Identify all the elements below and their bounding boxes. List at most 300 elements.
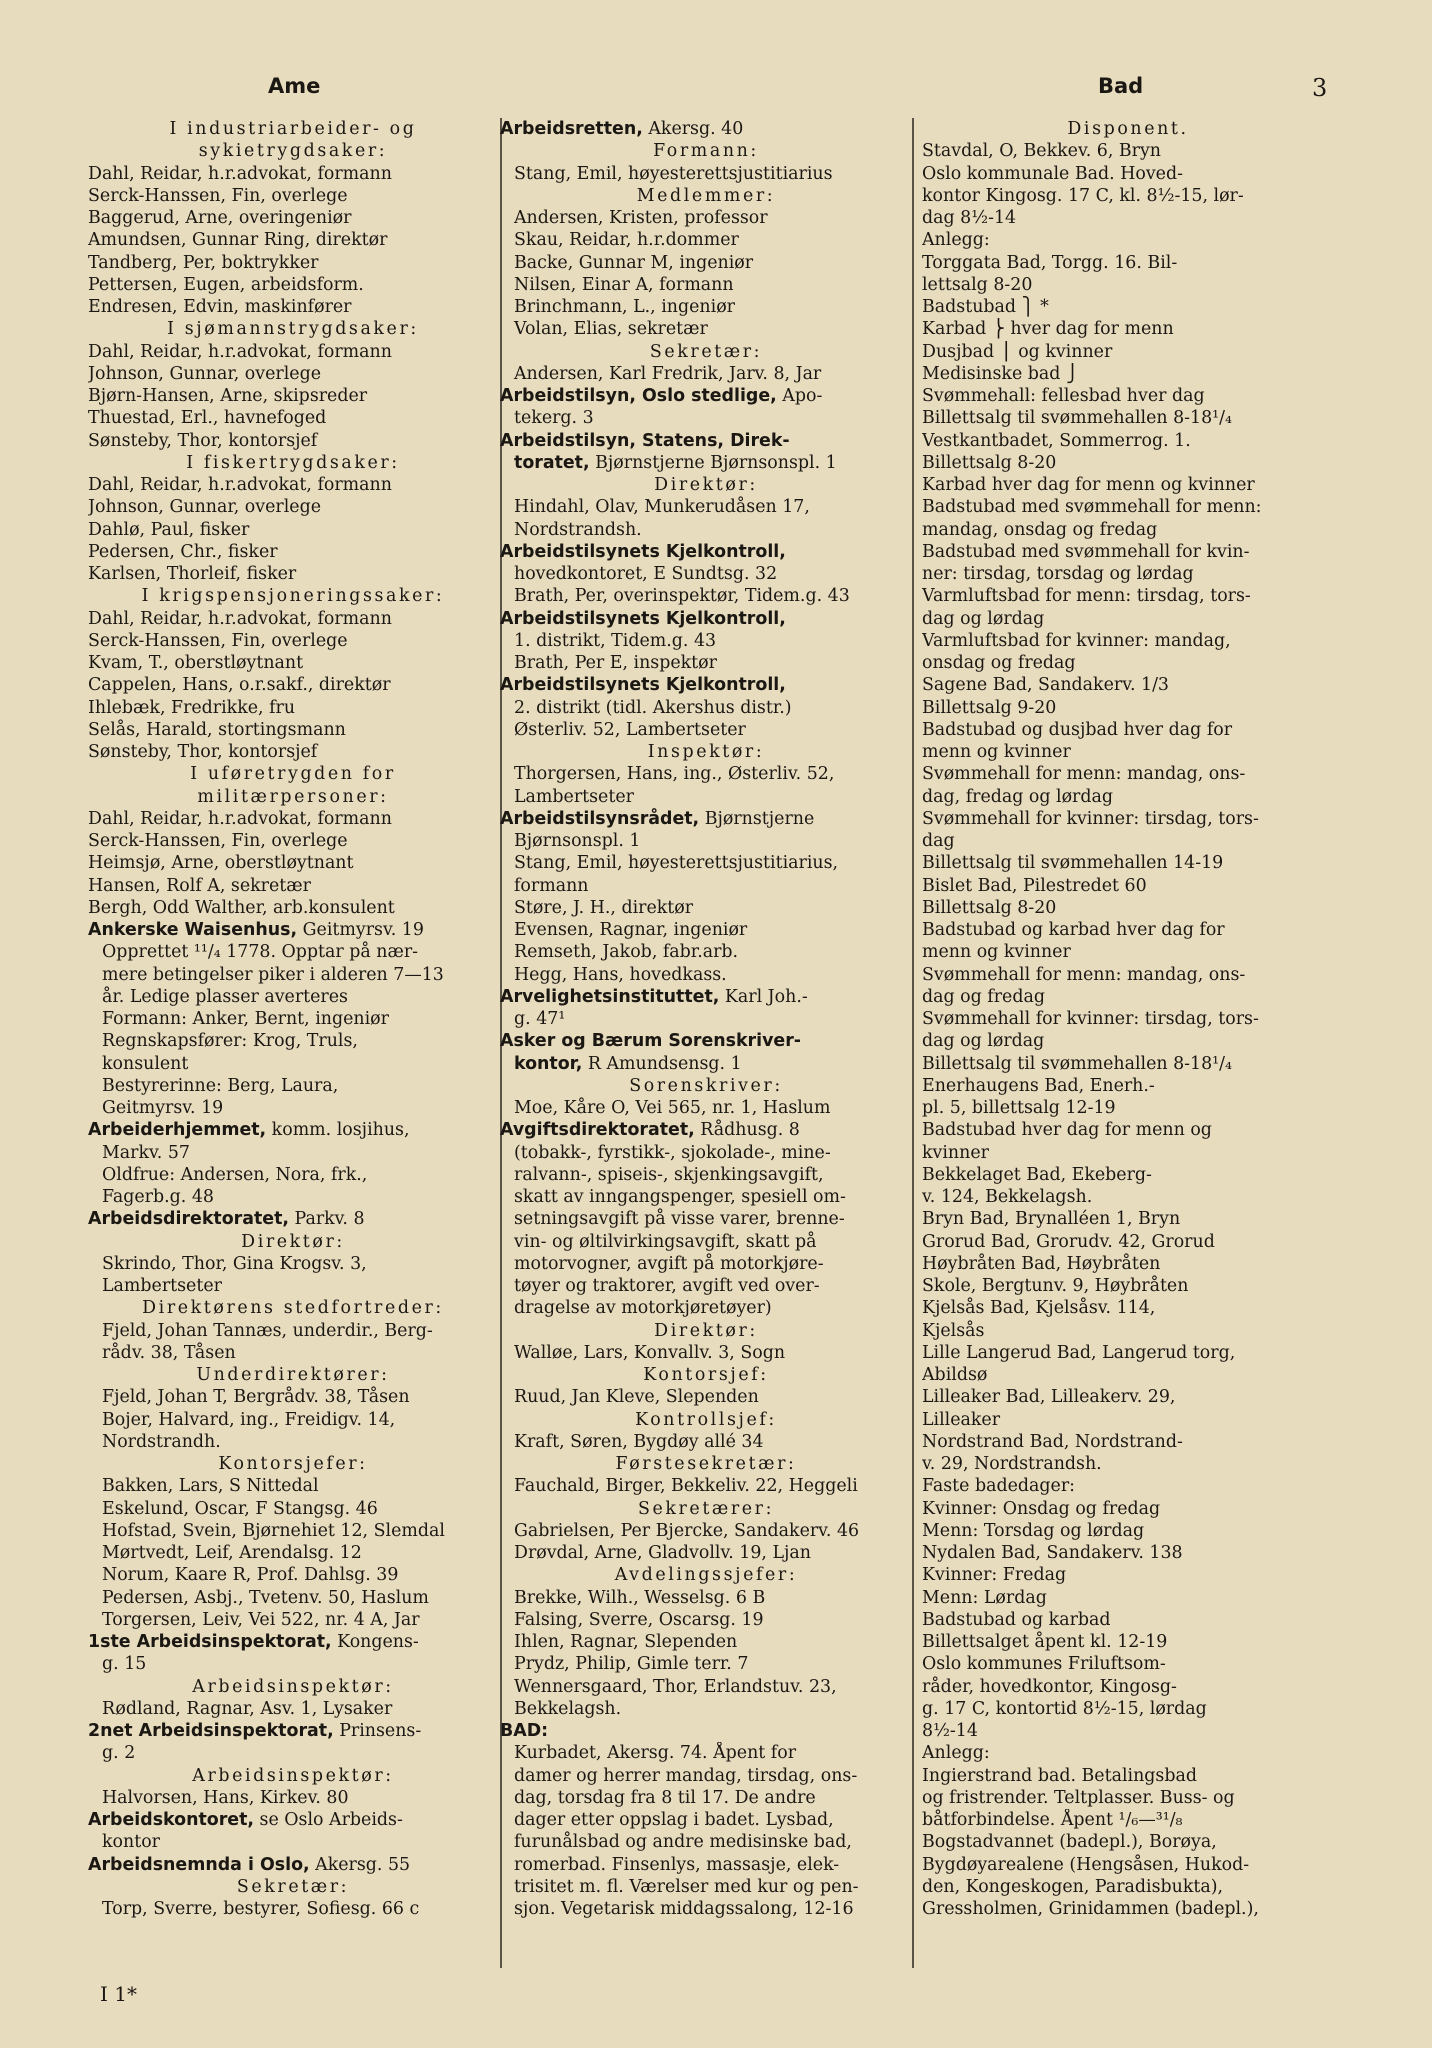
line-text: damer og herrer mandag, tirsdag, ons- [514,1765,858,1786]
directory-line [922,1653,1334,1675]
line-text: Karbad ⎬ hver dag for menn [922,319,1174,340]
directory-line [500,1186,912,1208]
directory-line [922,875,1334,897]
directory-line [88,541,498,563]
line-text: romerbad. Finsenlys, massasje, elek- [514,1854,840,1875]
directory-line [500,1876,912,1898]
line-text: Svømmehall for menn: mandag, ons- [922,764,1246,785]
line-text: Ihlebæk, Fredrikke, fru [88,697,296,718]
line-text: rådv. 38, Tåsen [102,1342,236,1363]
running-head-left: Ame [268,74,321,98]
line-text: skatt av inngangspenger, spesiell om- [514,1187,846,1207]
line-text: Regnskapsfører: Krog, Truls, [102,1031,358,1052]
directory-line [922,1564,1334,1586]
directory-line [922,1765,1334,1787]
section-label [88,1364,498,1386]
line-text: Sønsteby, Thor, kontorsjef [88,430,318,451]
directory-line [88,897,498,919]
line-text: Walløe, Lars, Konvallv. 3, Sogn [514,1342,786,1363]
directory-line [922,919,1334,941]
directory-line [88,385,498,407]
entry-name: BAD: [500,1721,549,1741]
line-text: menn og kvinner [922,742,1071,762]
directory-line [922,1097,1334,1119]
line-text: g. 2 [102,1743,136,1764]
section-label [500,1564,912,1586]
line-text: setningsavgift på visse varer, brenne- [514,1209,845,1230]
line-text: I krigspensjoneringssaker: [141,586,445,607]
line-text: 2. distrikt (tidl. Akershus distr.) [514,697,792,718]
directory-line [922,1898,1334,1920]
line-text: Inspektør: [647,742,765,762]
directory-line [922,252,1334,274]
line-text: mandag, onsdag og fredag [922,519,1158,540]
directory-line [922,1854,1334,1876]
directory-line [922,1631,1334,1653]
directory-line [88,163,498,185]
line-text: Pedersen, Asbj., Tvetenv. 50, Haslum [102,1587,429,1608]
directory-line [922,1164,1334,1186]
entry-name: Arbeidsdirektoratet, [88,1209,289,1230]
directory-line [922,986,1334,1008]
entry-name: Arbeiderhjemmet, [88,1120,267,1141]
line-text: Billettsalg 8-20 [922,452,1057,473]
directory-line [88,1386,498,1408]
line-text: Billettsalg 8-20 [922,897,1057,918]
line-text: Kvinner: Onsdag og fredag [922,1498,1161,1519]
directory-line [88,474,498,496]
directory-line [922,1186,1334,1208]
running-head-middle: Bad [1098,74,1144,98]
directory-line [500,1275,912,1297]
section-label [88,763,498,785]
directory-line [88,1898,498,1920]
directory-line [922,608,1334,630]
entry-name: Arbeidstilsyn, Oslo stedlige, [500,386,777,406]
entry-name: 1ste Arbeidsinspektorat, [88,1632,332,1652]
line-text: v. 29, Nordstrandsh. [922,1454,1102,1474]
directory-line [500,875,912,897]
line-text: Hofstad, Svein, Bjørnehiet 12, Slemdal [102,1520,445,1541]
entry-name: Avgiftsdirektoratet, [500,1120,695,1141]
directory-line [88,430,498,452]
line-text: Abildsø [922,1365,988,1385]
entry-heading-line [88,1854,498,1876]
line-text: Geitmyrsv. 19 [102,1098,224,1118]
section-label [88,1297,498,1319]
directory-line [922,341,1334,363]
directory-line [88,1653,498,1675]
line-text: Falsing, Sverre, Oscarsg. 19 [514,1609,764,1630]
directory-line [500,1475,912,1497]
line-text: kontor [102,1832,160,1853]
line-text: Opprettet ¹¹/₄ 1778. Opptar på nær- [102,942,419,963]
line-text: Formann: Anker, Bernt, ingeniør [102,1009,389,1029]
directory-line [500,897,912,919]
line-text: Fagerb.g. 48 [102,1187,214,1207]
directory-line [922,964,1334,986]
line-text: dag og lørdag [922,608,1045,629]
directory-line [922,652,1334,674]
directory-line [88,808,498,830]
line-text: Nordstrandsh. [514,519,642,540]
directory-line [922,1253,1334,1275]
directory-line [922,808,1334,830]
directory-line [88,1431,498,1453]
entry-name: Arbeidstilsynsrådet, [500,808,700,829]
line-text: Medlemmer: [636,185,776,206]
line-text: 1. distrikt, Tidem.g. 43 [514,630,717,651]
line-text: Serck-Hanssen, Fin, overlege [88,630,348,651]
line-text: I fiskertrygdsaker: [186,452,400,473]
directory-line [88,363,498,385]
directory-line [88,1053,498,1075]
line-text: råder, hovedkontor, Kingosg- [922,1676,1177,1697]
directory-line [922,1320,1334,1342]
directory-line [88,830,498,852]
section-label [500,474,912,496]
directory-line [88,1475,498,1497]
entry-heading-line [500,385,912,407]
directory-line [500,830,912,852]
line-text: Svømmehall for kvinner: tirsdag, tors- [922,1009,1259,1029]
entry-name: Arbeidstilsynets Kjelkontroll, [500,675,786,696]
line-text: Nydalen Bad, Sandakerv. 138 [922,1543,1183,1563]
directory-line [500,652,912,674]
line-text: Bekkelagsh. [514,1698,622,1719]
entry-name: 2net Arbeidsinspektorat, [88,1721,334,1741]
line-text: Faste badedager: [922,1476,1076,1497]
line-text: Billettsalg til svømmehallen 8-18¹/₄ [922,1053,1232,1074]
line-text: Badstubad med svømmehall for kvin- [922,541,1250,562]
entry-heading-line [500,674,912,696]
directory-line [88,1409,498,1431]
directory-line [922,1876,1334,1898]
directory-line [922,1231,1334,1253]
line-text: Gressholmen, Grinidammen (badepl.), [922,1899,1259,1919]
directory-line [922,1787,1334,1809]
line-text: g. 15 [102,1654,147,1675]
line-text: Billettsalg til svømmehallen 8-18¹/₄ [922,408,1232,429]
directory-line [88,185,498,207]
page-number: 3 [1312,74,1328,102]
section-label [88,585,498,607]
directory-line [88,719,498,741]
line-text: Oldfrue: Andersen, Nora, frk., [102,1164,368,1185]
line-text: Anlegg: [922,1743,990,1764]
line-text: Wennersgaard, Thor, Erlandstuv. 23, [514,1676,837,1697]
directory-line [88,630,498,652]
directory-line [922,163,1334,185]
directory-line [500,519,912,541]
line-text: Akersg. 40 [642,119,744,139]
directory-line [88,941,498,963]
directory-line [500,1787,912,1809]
entry-heading-line [88,1720,498,1742]
directory-line [922,318,1334,340]
directory-line [88,608,498,630]
directory-line [922,1609,1334,1631]
line-text: Bestyrerinne: Berg, Laura, [102,1075,339,1096]
line-text: formann [514,875,589,896]
line-text: Rødland, Ragnar, Asv. 1, Lysaker [102,1698,393,1719]
section-label [500,1320,912,1342]
line-text: Mørtvedt, Leif, Arendalsg. 12 [102,1543,362,1563]
directory-line [922,1809,1334,1831]
line-text: Bislet Bad, Pilestredet 60 [922,875,1147,896]
directory-line [922,1275,1334,1297]
directory-line [922,1742,1334,1764]
directory-line [500,1253,912,1275]
directory-line [922,1053,1334,1075]
directory-line [88,496,498,518]
directory-line [922,563,1334,585]
directory-line [922,852,1334,874]
line-text: Bryn Bad, Brynalléen 1, Bryn [922,1209,1181,1230]
directory-line [88,875,498,897]
entry-heading-line [88,1208,498,1230]
section-label [88,1453,498,1475]
line-text: Sekretær: [649,341,763,362]
entry-heading-line [88,1119,498,1141]
line-text: Nordstrandh. [102,1431,221,1452]
directory-line [88,964,498,986]
line-text: R Amundsensg. 1 [582,1053,742,1074]
directory-line [88,563,498,585]
line-text: Stang, Emil, høyesterettsjustitiarius, [514,853,839,874]
line-text: Remseth, Jakob, fabr.arb. [514,942,739,963]
entry-name: Arbeidstilsyn, Statens, Direk- [500,430,790,451]
directory-line [88,1831,498,1853]
line-text: Lambertseter [102,1276,222,1296]
line-text: Andersen, Karl Fredrik, Jarv. 8, Jar [514,363,822,384]
entry-name: kontor, [514,1053,583,1074]
directory-line [922,830,1334,852]
entry-heading-line [500,1053,912,1075]
entry-heading-line [500,1720,912,1742]
line-text: Billettsalget åpent kl. 12-19 [922,1632,1168,1652]
line-text: Badstubad med svømmehall for menn: [922,497,1262,518]
entry-heading-line [500,808,912,830]
directory-line [88,1275,498,1297]
directory-line [922,1142,1334,1164]
line-text: Kvinner: Fredag [922,1565,1067,1586]
directory-line [922,786,1334,808]
directory-line [922,496,1334,518]
directory-line [500,563,912,585]
directory-line [500,1164,912,1186]
line-text: Dahl, Reidar, h.r.advokat, formann [88,808,392,829]
directory-line [88,1609,498,1631]
line-text: Torggata Bad, Torgg. 16. Bil- [922,252,1178,273]
line-text: ner: tirsdag, torsdag og lørdag [922,564,1194,584]
directory-line [922,407,1334,429]
directory-line [922,1720,1334,1742]
directory-line [88,407,498,429]
line-text: Anlegg: [922,230,990,251]
section-label [500,741,912,763]
line-text: Badstubad og karbad hver dag for [922,920,1225,940]
directory-line [500,363,912,385]
directory-line [88,1342,498,1364]
directory-line [922,1364,1334,1386]
directory-line [922,674,1334,696]
line-text: Badstubad hver dag for menn og [922,1120,1212,1141]
line-text: Baggerud, Arne, overingeniør [88,208,352,228]
directory-line [922,1075,1334,1097]
directory-line [922,296,1334,318]
directory-line [88,1564,498,1586]
line-text: Dahl, Reidar, h.r.advokat, formann [88,163,392,184]
directory-line [922,430,1334,452]
directory-line [500,630,912,652]
directory-line [88,1097,498,1119]
line-text: Nordstrand Bad, Nordstrand- [922,1431,1183,1452]
line-text: sjon. Vegetarisk middagssalong, 12-16 [514,1899,854,1919]
directory-line [500,786,912,808]
line-text: Ihlen, Ragnar, Slependen [514,1632,738,1652]
line-text: Fauchald, Birger, Bekkeliv. 22, Heggeli [514,1476,858,1497]
section-label [88,1676,498,1698]
directory-line [88,229,498,251]
line-text: pl. 5, billettsalg 12-19 [922,1098,1116,1118]
line-text: kvinner [922,1142,989,1163]
line-text: Markv. 57 [102,1142,190,1163]
entry-heading-line [500,1119,912,1141]
line-text: I industriarbeider- og [169,119,417,139]
line-text: menn og kvinner [922,942,1071,963]
directory-line [922,1498,1334,1520]
line-text: Stavdal, O, Bekkev. 6, Bryn [922,141,1162,162]
directory-line [500,1297,912,1319]
directory-line [922,1542,1334,1564]
line-text: Kjelsås [922,1320,985,1341]
line-text: Støre, J. H., direktør [514,897,694,918]
directory-line [88,1742,498,1764]
line-text: dag og lørdag [922,1031,1045,1052]
line-text: lettsalg 8-20 [922,274,1033,295]
directory-line [500,1609,912,1631]
page-footer: I 1* [100,1982,137,2006]
line-text: Førstesekretær: [615,1454,797,1474]
line-text: dag og fredag [922,986,1045,1007]
line-text: Varmluftsbad for menn: tirsdag, tors- [922,586,1251,607]
line-text: Brath, Per, overinspektør, Tidem.g. 43 [514,586,850,607]
line-text: Torp, Sverre, bestyrer, Sofiesg. 66 c [102,1899,420,1919]
line-text: Grorud Bad, Grorudv. 42, Grorud [922,1231,1215,1252]
line-text: Vestkantbadet, Sommerrog. 1. [922,430,1191,451]
directory-line [88,1253,498,1275]
entry-heading-line [500,986,912,1008]
directory-line [500,1342,912,1364]
line-text: g. 47¹ [514,1009,566,1029]
directory-line [500,1520,912,1542]
directory-line [922,274,1334,296]
directory-line [500,763,912,785]
directory-line [922,1030,1334,1052]
line-text: furunålsbad og andre medisinske bad, [514,1832,852,1853]
line-text: Gabrielsen, Per Bjercke, Sandakerv. 46 [514,1520,860,1541]
directory-line [88,1075,498,1097]
line-text: ralvann-, spiseis-, skjenkingsavgift, [514,1164,824,1185]
line-text: g. 17 C, kontortid 8½-15, lørdag [922,1698,1207,1719]
section-label [500,1075,912,1097]
directory-line [88,274,498,296]
directory-line [922,363,1334,385]
line-text: Badstubad og karbad [922,1609,1111,1630]
directory-line [88,1587,498,1609]
line-text: Endresen, Edvin, maskinfører [88,297,352,317]
directory-line [922,1698,1334,1720]
section-label [500,1453,912,1475]
line-text: Bojer, Halvard, ing., Freidigv. 14, [102,1409,396,1430]
line-text: Bjørn-Hansen, Arne, skipsreder [88,386,368,406]
line-text: Arbeidsinspektør: [192,1676,394,1697]
directory-line [922,519,1334,541]
section-label [500,341,912,363]
directory-line [922,941,1334,963]
line-text: hovedkontoret, E Sundtsg. 32 [514,564,778,584]
line-text: Sorenskriver: [629,1075,783,1096]
directory-line [500,1653,912,1675]
directory-line [922,1431,1334,1453]
line-text: Høybråten Bad, Høybråten [922,1253,1161,1274]
directory-line [88,652,498,674]
entry-name: Arbeidstilsynets Kjelkontroll, [500,608,786,629]
directory-line [500,852,912,874]
directory-line [500,407,912,429]
directory-line [500,496,912,518]
directory-line [500,1142,912,1164]
line-text: Pedersen, Chr., fisker [88,541,278,562]
line-text: Thorgersen, Hans, ing., Østerliv. 52, [514,764,835,785]
line-text: dag [922,831,955,851]
directory-line [922,741,1334,763]
line-text: Cappelen, Hans, o.r.sakf., direktør [88,675,391,696]
directory-line [922,585,1334,607]
directory-line [88,986,498,1008]
directory-line [500,941,912,963]
line-text: Oslo kommunale Bad. Hoved- [922,163,1183,184]
line-text: Volan, Elias, sekretær [514,319,708,340]
directory-line [922,1475,1334,1497]
directory-line [500,1676,912,1698]
line-text: Karl Joh.- [719,986,808,1007]
line-text: Kontorsjefer: [218,1454,368,1474]
line-text: Brath, Per E, inspektør [514,653,717,673]
section-label [88,1231,498,1253]
line-text: Drøvdal, Arne, Gladvollv. 19, Ljan [514,1543,811,1563]
directory-line [500,585,912,607]
line-text: Direktør: [654,475,758,495]
line-text: Kjelsås Bad, Kjelsåsv. 114, [922,1298,1156,1319]
line-text: militærpersoner: [197,786,389,807]
line-text: Kongens- [331,1632,419,1652]
directory-line [922,897,1334,919]
line-text: Svømmehall for menn: mandag, ons- [922,964,1246,985]
line-text: sykietrygdsaker: [198,141,388,162]
directory-line [922,1587,1334,1609]
line-text: Dahlø, Paul, fisker [88,519,250,540]
directory-line [922,1676,1334,1698]
line-text: Nilsen, Einar A, formann [514,274,734,295]
line-text: Kraft, Søren, Bygdøy allé 34 [514,1431,764,1452]
entry-heading-line [88,1631,498,1653]
directory-line [922,1409,1334,1431]
directory-line [88,697,498,719]
column-rule [912,118,914,1968]
directory-line [88,1186,498,1208]
